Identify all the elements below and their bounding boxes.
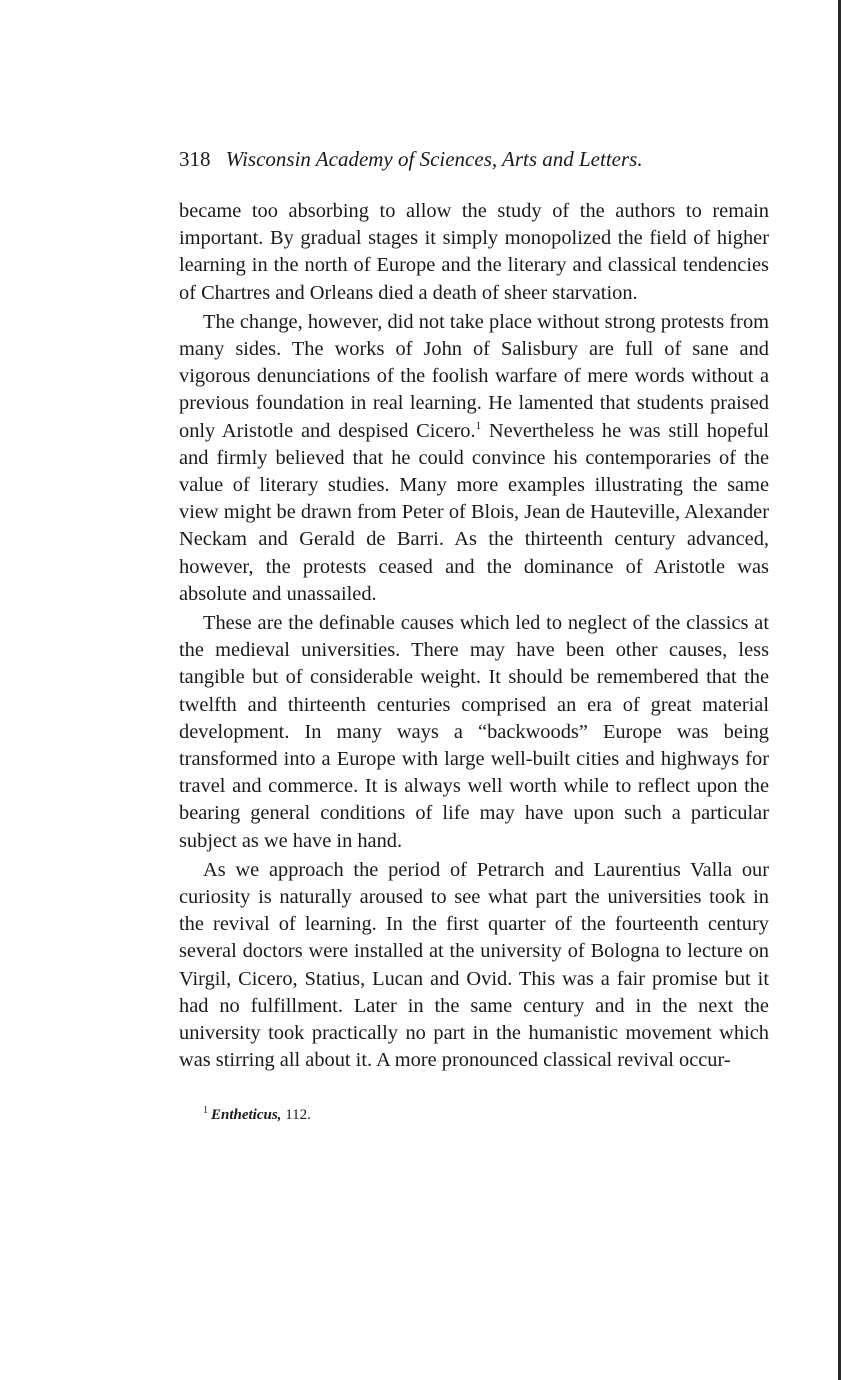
paragraph-2-text-b: Nevertheless he was still hopeful and firmly believed that he could convince his contemporaries of the value of literary studies. Many more examples illustrating the same view might be drawn from Peter of Blois, Jean de Hauteville, Alexander Neckam and Gerald de Barri. As the thirteenth century advanced, however, the protests ceased and the dominance of Aristotle was absolute and unassailed. <box>179 419 769 605</box>
body-text <box>179 198 769 1075</box>
paragraph-3: These are the definable causes which led to neglect of the classics at the medieval universities. There may have been other causes, less tangible but of considerable weight. It should be remembered that the twelfth and thirteenth centuries comprised an era of great material development. In many ways a “backwoods” Europe was being transformed into a Europe with large well-built cities and highways for travel and commerce. It is always well worth while to reflect upon the bearing general conditions of life may have upon such a particular subject as we have in hand. <box>179 612 769 852</box>
paragraph-2-text-a: The change, however, did not take place without strong protests from many sides. The works of John of Salisbury are full of sane and vigorous denunciations of the foolish warfare of mere words without a previous foundation in real learning. He lamented that students praised only Aristotle and despised Cicero. <box>179 310 769 442</box>
paragraph-4: As we approach the period of Petrarch and Laurentius Valla our curiosity is naturally aroused to see what part the universities took in the revival of learning. In the first quarter of the fourteenth century several doctors were installed at the university of Bologna to lecture on Virgil, Cicero, Statius, Lucan and Ovid. This was a fair promise but it had no fulfillment. Later in the same century and in the next the university took practically no part in the humanistic movement which was stirring all about it. A more pronounced classical revival occur- <box>179 858 769 1072</box>
running-head <box>179 144 769 174</box>
paragraph-1: became too absorbing to allow the study of the authors to remain important. By gradual stages it simply monopolized the field of higher learning in the north of Europe and the literary and classical tendencies of Chartres and Orleans died a death of sheer starvation. <box>179 200 769 304</box>
page <box>179 144 769 1125</box>
footnote <box>179 1101 769 1125</box>
journal-title: Wisconsin Academy of Sciences, Arts and Letters. <box>225 147 643 171</box>
footnote-mark: 1 <box>203 1104 208 1116</box>
footnote-page: 112. <box>281 1106 311 1123</box>
page-number: 318 <box>179 147 211 171</box>
footnote-title: Entheticus, <box>211 1106 282 1123</box>
paragraph-2 <box>179 309 769 608</box>
footnote-reference: 1 <box>475 419 482 432</box>
